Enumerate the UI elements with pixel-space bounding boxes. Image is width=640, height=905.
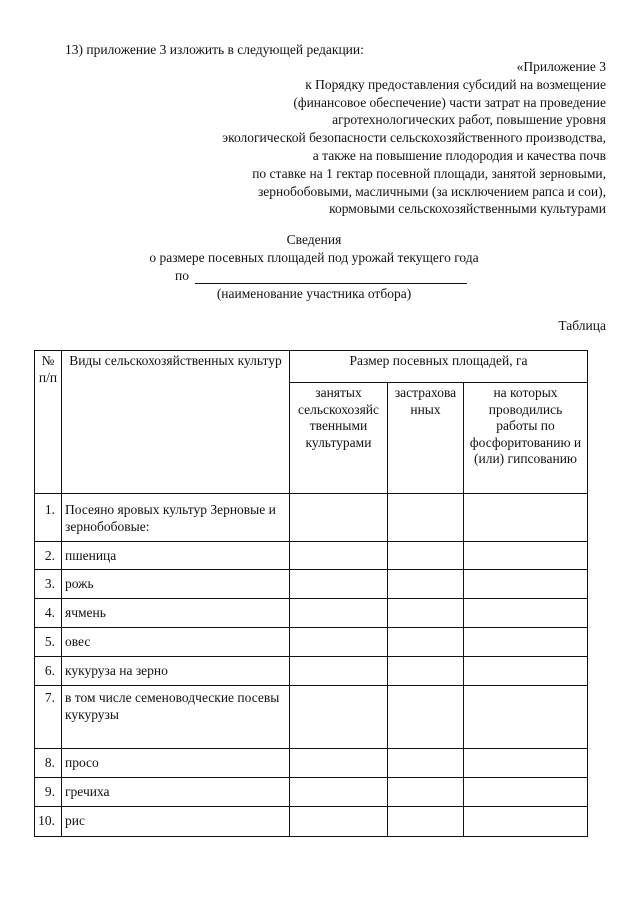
cell-insured[interactable] bbox=[388, 749, 464, 778]
cell-phosph[interactable] bbox=[464, 599, 588, 628]
row-num: 2. bbox=[35, 542, 62, 570]
cell-insured[interactable] bbox=[388, 542, 464, 570]
cell-occupied[interactable] bbox=[290, 599, 388, 628]
appendix-line: «Приложение 3 bbox=[516, 59, 606, 74]
header-phosph: на которых проводились работы по фосфоритованию и (или) гипсованию bbox=[464, 383, 588, 494]
cell-phosph[interactable] bbox=[464, 686, 588, 749]
row-crop: овес bbox=[62, 628, 290, 657]
cell-insured[interactable] bbox=[388, 628, 464, 657]
participant-name-blank[interactable] bbox=[195, 269, 467, 284]
cell-phosph[interactable] bbox=[464, 807, 588, 837]
header-num: № п/п bbox=[35, 351, 62, 494]
cell-phosph[interactable] bbox=[464, 749, 588, 778]
table-row bbox=[35, 542, 588, 570]
table-row bbox=[35, 599, 588, 628]
cell-occupied[interactable] bbox=[290, 542, 388, 570]
cell-insured[interactable] bbox=[388, 778, 464, 807]
header-area-group: Размер посевных площадей, га bbox=[290, 351, 588, 383]
appendix-line: экологической безопасности сельскохозяйственного производства, bbox=[222, 130, 606, 146]
crop-area-table bbox=[34, 350, 588, 837]
participant-name-line bbox=[175, 268, 467, 284]
participant-caption: (наименование участника отбора) bbox=[216, 286, 412, 301]
table-row bbox=[35, 628, 588, 657]
row-crop: в том числе семеноводческие посевы кукурузы bbox=[62, 686, 290, 749]
document-title: Сведения bbox=[286, 232, 342, 247]
appendix-line: зернобобовыми, масличными (за исключением рапса и сои), bbox=[257, 183, 606, 199]
cell-occupied[interactable] bbox=[290, 657, 388, 686]
row-num: 1. bbox=[35, 494, 62, 542]
cell-insured[interactable] bbox=[388, 494, 464, 542]
row-num: 4. bbox=[35, 599, 62, 628]
appendix-line: (финансовое обеспечение) части затрат на проведение bbox=[293, 94, 606, 110]
po-label: по bbox=[175, 268, 189, 283]
cell-phosph[interactable] bbox=[464, 657, 588, 686]
cell-occupied[interactable] bbox=[290, 628, 388, 657]
cell-occupied[interactable] bbox=[290, 749, 388, 778]
row-crop: ячмень bbox=[62, 599, 290, 628]
cell-occupied[interactable] bbox=[290, 494, 388, 542]
table-row bbox=[35, 778, 588, 807]
appendix-header bbox=[222, 58, 606, 218]
appendix-line: а также на повышение плодородия и качества почв bbox=[312, 147, 606, 163]
row-num: 3. bbox=[35, 570, 62, 599]
appendix-line: по ставке на 1 гектар посевной площади, занятой зерновыми, bbox=[252, 165, 606, 181]
table-label: Таблица bbox=[558, 318, 606, 333]
header-crop: Виды сельскохозяйственных культур bbox=[62, 351, 290, 494]
cell-occupied[interactable] bbox=[290, 570, 388, 599]
row-num: 5. bbox=[35, 628, 62, 657]
table-row bbox=[35, 494, 588, 542]
appendix-line: кормовыми сельскохозяйственными культурами bbox=[329, 201, 606, 217]
row-num: 8. bbox=[35, 749, 62, 778]
table-row bbox=[35, 657, 588, 686]
appendix-line: к Порядку предоставления субсидий на возмещение bbox=[305, 76, 606, 92]
cell-insured[interactable] bbox=[388, 657, 464, 686]
row-crop: рис bbox=[62, 807, 290, 837]
cell-phosph[interactable] bbox=[464, 778, 588, 807]
row-num: 7. bbox=[35, 686, 62, 749]
row-crop: просо bbox=[62, 749, 290, 778]
cell-phosph[interactable] bbox=[464, 628, 588, 657]
row-crop: Посеяно яровых культур Зерновые и зернобобовые: bbox=[62, 494, 290, 542]
table-row bbox=[35, 807, 588, 837]
table-row bbox=[35, 570, 588, 599]
row-crop: кукуруза на зерно bbox=[62, 657, 290, 686]
cell-phosph[interactable] bbox=[464, 494, 588, 542]
cell-insured[interactable] bbox=[388, 807, 464, 837]
amendment-intro: 13) приложение 3 изложить в следующей редакции: bbox=[65, 42, 364, 57]
table-row bbox=[35, 749, 588, 778]
cell-phosph[interactable] bbox=[464, 542, 588, 570]
header-insured: застрахова нных bbox=[388, 383, 464, 494]
row-num: 9. bbox=[35, 778, 62, 807]
cell-insured[interactable] bbox=[388, 599, 464, 628]
cell-insured[interactable] bbox=[388, 570, 464, 599]
cell-occupied[interactable] bbox=[290, 807, 388, 837]
cell-occupied[interactable] bbox=[290, 686, 388, 749]
cell-phosph[interactable] bbox=[464, 570, 588, 599]
cell-insured[interactable] bbox=[388, 686, 464, 749]
row-crop: гречиха bbox=[62, 778, 290, 807]
table-row bbox=[35, 686, 588, 749]
row-num: 10. bbox=[35, 807, 62, 837]
row-crop: пшеница bbox=[62, 542, 290, 570]
appendix-line: агротехнологических работ, повышение уровня bbox=[332, 112, 606, 128]
header-occupied: занятых сельскохозяйс твенными культурами bbox=[290, 383, 388, 494]
cell-occupied[interactable] bbox=[290, 778, 388, 807]
row-num: 6. bbox=[35, 657, 62, 686]
document-subtitle: о размере посевных площадей под урожай текущего года bbox=[149, 250, 479, 265]
row-crop: рожь bbox=[62, 570, 290, 599]
